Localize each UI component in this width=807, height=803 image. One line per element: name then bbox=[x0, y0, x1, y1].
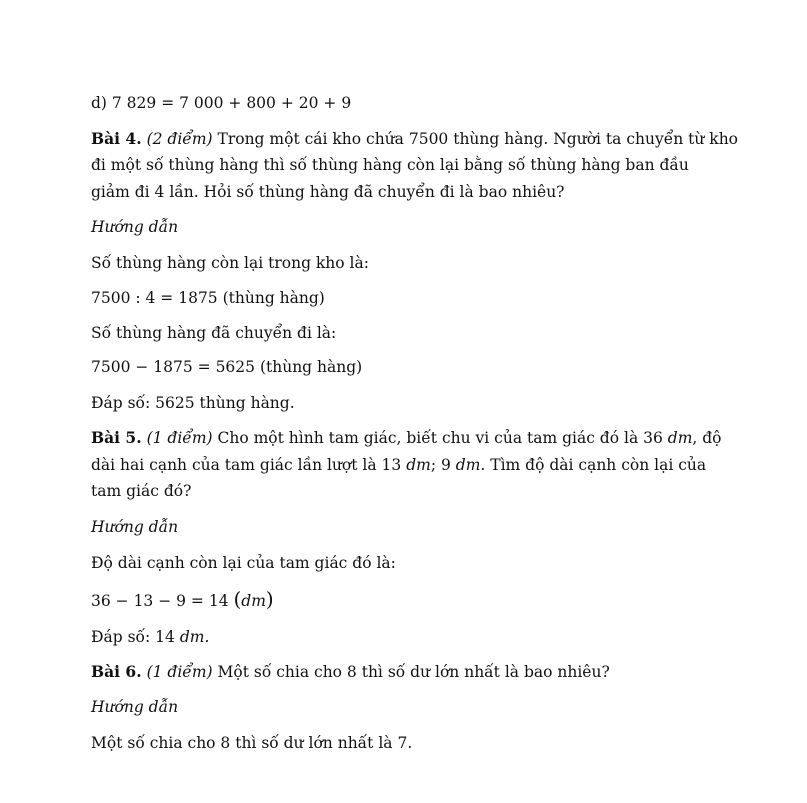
problem-5-paren-open: ( bbox=[233, 587, 242, 611]
problem-4-points: (2 điểm) bbox=[146, 130, 213, 148]
problem-6-line-1 bbox=[91, 662, 727, 682]
problem-5-label: Bài 5. bbox=[91, 428, 142, 447]
problem-5-text-1b: , độ bbox=[692, 429, 722, 447]
problem-4-line-3 bbox=[91, 182, 727, 202]
problem-5-answer-unit: dm. bbox=[179, 628, 210, 646]
problem-6-text-1: Một số chia cho 8 thì số dư lớn nhất là bao nhiêu? bbox=[217, 663, 610, 681]
problem-5-line-1 bbox=[91, 428, 727, 448]
answer-d-text: d) 7 829 = 7 000 + 800 + 20 + 9 bbox=[91, 94, 352, 112]
problem-5-answer-text: Đáp số: 14 bbox=[91, 628, 180, 646]
problem-4-answer: Đáp số: 5625 thùng hàng. bbox=[91, 394, 295, 412]
problem-5-paren-close: ) bbox=[265, 587, 274, 611]
problem-5-result-unit: dm bbox=[241, 592, 266, 610]
problem-5-line-3: tam giác đó? bbox=[91, 482, 192, 500]
problem-4-line-1 bbox=[91, 129, 739, 149]
problem-5-step-1: Độ dài cạnh còn lại của tam giác đó là: bbox=[91, 554, 396, 572]
problem-4-step-3: Số thùng hàng đã chuyển đi là: bbox=[91, 324, 337, 342]
problem-5-text-1a: Cho một hình tam giác, biết chu vi của tam giác đó là 36 bbox=[217, 429, 668, 447]
problem-5-unit-1: dm bbox=[667, 429, 693, 447]
problem-5-text-2c: Tìm độ dài cạnh còn lại của bbox=[485, 456, 707, 474]
problem-5-unit-3: dm. bbox=[455, 456, 486, 474]
problem-5-unit-2: dm bbox=[406, 456, 431, 474]
problem-4-step-4: 7500 − 1875 = 5625 (thùng hàng) bbox=[91, 358, 363, 376]
problem-4-text-1: Trong một cái kho chứa 7500 thùng hàng. Người ta chuyển từ kho bbox=[217, 130, 739, 148]
problem-4-guide-heading: Hướng dẫn bbox=[91, 218, 179, 236]
problem-4-step-1: Số thùng hàng còn lại trong kho là: bbox=[91, 254, 369, 272]
problem-5-answer bbox=[91, 627, 727, 647]
problem-4-label: Bài 4. bbox=[91, 129, 142, 148]
problem-5-line-2 bbox=[91, 455, 727, 475]
problem-4-step-2: 7500 : 4 = 1875 (thùng hàng) bbox=[91, 289, 325, 307]
problem-4-line-2 bbox=[91, 155, 727, 175]
problem-5-step-2 bbox=[91, 589, 727, 611]
problem-5-text-2a: dài hai cạnh của tam giác lần lượt là 13 bbox=[91, 456, 407, 474]
problem-6-label: Bài 6. bbox=[91, 662, 142, 681]
problem-5-guide-heading: Hướng dẫn bbox=[91, 518, 179, 536]
problem-6-step-1: Một số chia cho 8 thì số dư lớn nhất là 7. bbox=[91, 734, 413, 752]
problem-5-text-2b: ; 9 bbox=[430, 456, 456, 474]
problem-4-text-2: đi một số thùng hàng thì số thùng hàng còn lại bằng số thùng hàng ban đầu bbox=[91, 156, 689, 174]
problem-5-points: (1 điểm) bbox=[146, 429, 213, 447]
answer-d-line bbox=[91, 93, 727, 113]
problem-5-expression: 36 − 13 − 9 = 14 bbox=[91, 592, 234, 610]
problem-6-guide-heading: Hướng dẫn bbox=[91, 698, 179, 716]
problem-6-points: (1 điểm) bbox=[146, 663, 213, 681]
problem-4-text-3: giảm đi 4 lần. Hỏi số thùng hàng đã chuyển đi là bao nhiêu? bbox=[91, 183, 565, 201]
